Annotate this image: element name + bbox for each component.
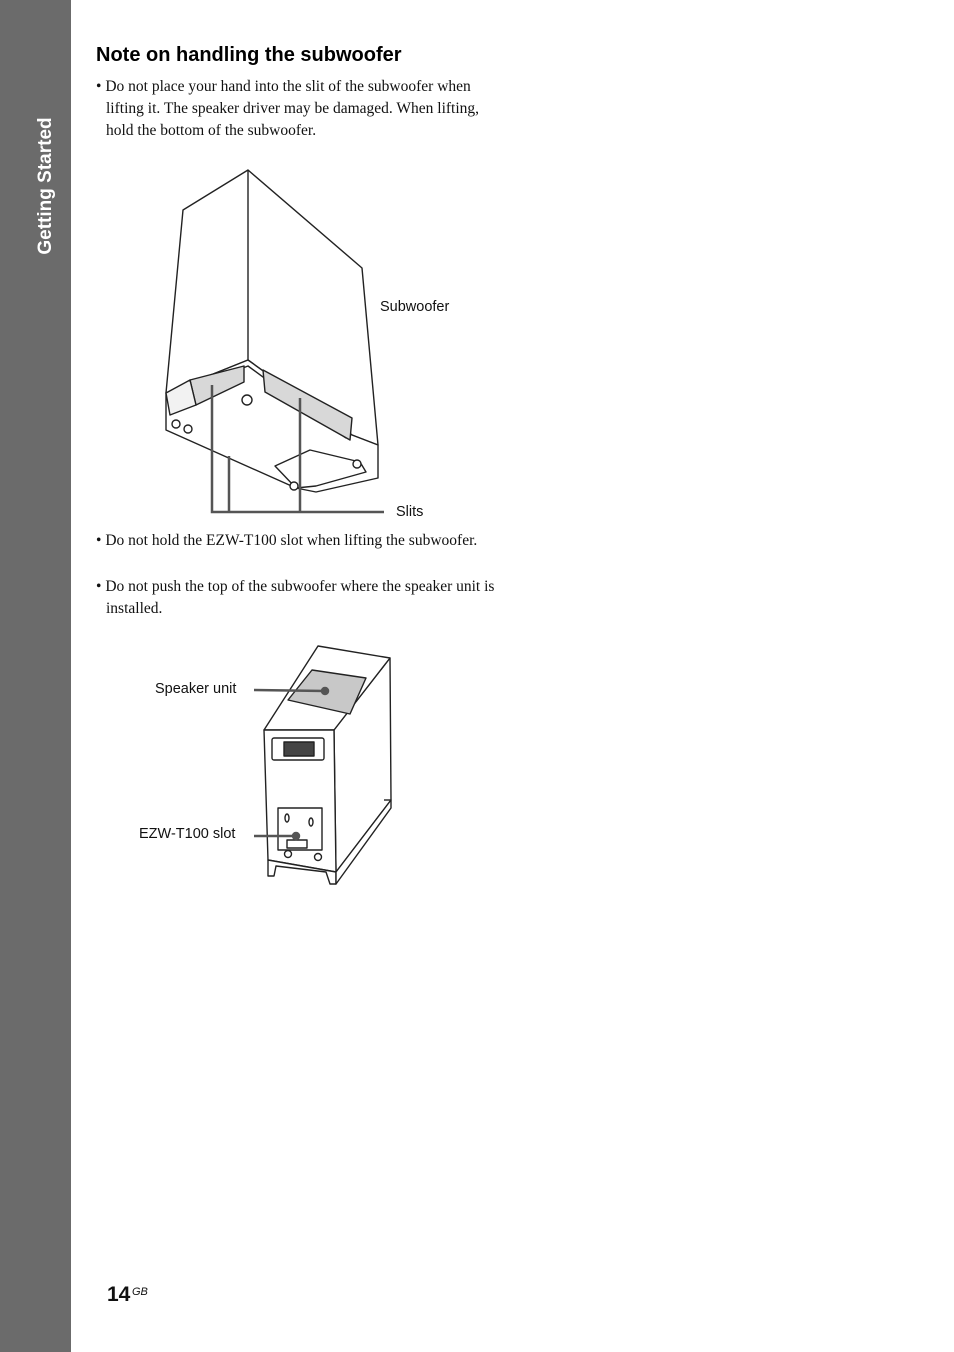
side-tab-label: Getting Started — [35, 117, 56, 255]
callout-subwoofer: Subwoofer — [380, 299, 450, 315]
callout-slits: Slits — [396, 504, 424, 520]
section-heading: Note on handling the subwoofer — [96, 44, 402, 66]
page-number-suffix: GB — [132, 1286, 148, 1298]
callout-speaker-unit: Speaker unit — [155, 681, 237, 697]
callout-ezw-slot: EZW-T100 slot — [139, 826, 236, 842]
bullet-hand-in-slit: • Do not place your hand into the slit of the subwoofer when lifting it. The speaker driver may be damaged. When lifting, hold the bottom of the subwoofer. — [96, 76, 496, 142]
bullet-speaker-unit: • Do not push the top of the subwoofer where the speaker unit is installed. — [96, 576, 496, 620]
bullet-slot: • Do not hold the EZW-T100 slot when lifting the subwoofer. — [96, 530, 496, 552]
page-number: 14 — [107, 1283, 131, 1306]
